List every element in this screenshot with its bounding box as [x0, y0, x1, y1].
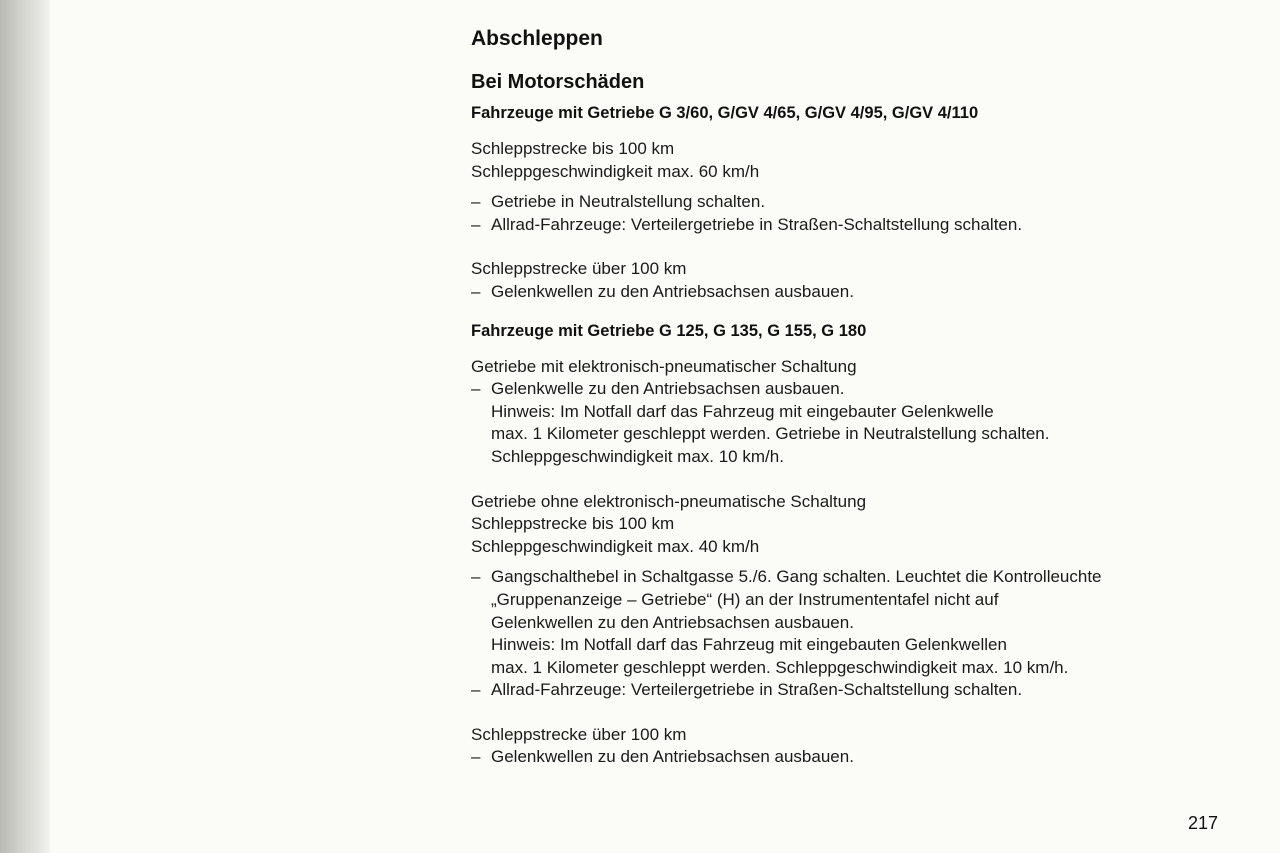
dash-marker: –: [471, 379, 481, 399]
section2-without-pneumatic: [471, 491, 1251, 559]
section2-heading: Fahrzeuge mit Getriebe G 125, G 135, G 155, G 180: [471, 321, 867, 340]
section1-steps: [471, 191, 1251, 236]
step-item: [471, 214, 1251, 237]
step-item: [471, 191, 1251, 214]
step-text: Gelenkwelle zu den Antriebsachsen ausbauen.: [491, 379, 845, 399]
page-title: Abschleppen: [471, 27, 603, 50]
dash-marker: –: [471, 747, 481, 767]
step-continuation: Gelenkwellen zu den Antriebsachsen ausbauen.: [491, 612, 854, 632]
dash-marker: –: [471, 214, 481, 234]
condition-line: Schleppstrecke bis 100 km: [471, 139, 675, 158]
page-number: 217: [1188, 813, 1219, 833]
condition-line: Schleppgeschwindigkeit max. 60 km/h: [471, 161, 760, 181]
section2-pneumatic: [471, 356, 1251, 469]
condition-line: Getriebe ohne elektronisch-pneumatische Schaltung: [471, 491, 867, 511]
dash-marker: –: [471, 680, 481, 700]
section2-over-100: [471, 724, 1251, 769]
step-text: Gelenkwellen zu den Antriebsachsen ausbauen.: [491, 747, 854, 767]
note-line: Schleppgeschwindigkeit max. 10 km/h.: [491, 446, 784, 466]
step-item: [471, 679, 1251, 702]
condition-line: Schleppstrecke über 100 km: [471, 724, 687, 744]
section2-steps: [471, 566, 1251, 702]
condition-line: Schleppstrecke bis 100 km: [471, 514, 675, 534]
step-text: Gelenkwellen zu den Antriebsachsen ausbauen.: [491, 281, 854, 301]
page-binding-shadow: [0, 0, 50, 853]
note-line: Hinweis: Im Notfall darf das Fahrzeug mit eingebauten Gelenkwellen: [491, 635, 1007, 655]
step-continuation: „Gruppenanzeige – Getriebe“ (H) an der Instrumententafel nicht auf: [491, 589, 999, 609]
section1-heading: Fahrzeuge mit Getriebe G 3/60, G/GV 4/65, G/GV 4/95, G/GV 4/110: [471, 104, 979, 122]
dash-marker: –: [471, 281, 481, 301]
condition-line: Schleppgeschwindigkeit max. 40 km/h: [471, 536, 760, 556]
step-text: Gangschalthebel in Schaltgasse 5./6. Gang schalten. Leuchtet die Kontrolleuchte: [491, 567, 1102, 587]
step-item: [471, 378, 1251, 401]
page-subtitle: Bei Motorschäden: [471, 71, 645, 93]
section1-conditions: [471, 138, 1251, 183]
note-line: Hinweis: Im Notfall darf das Fahrzeug mit eingebauter Gelenkwelle: [491, 401, 994, 421]
step-text: Allrad-Fahrzeuge: Verteilergetriebe in Straßen-Schaltstellung schalten.: [491, 214, 1023, 234]
step-text: Getriebe in Neutralstellung schalten.: [491, 192, 766, 212]
note-line: max. 1 Kilometer geschleppt werden. Getriebe in Neutralstellung schalten.: [491, 424, 1050, 444]
step-item: [471, 281, 1251, 304]
step-item: [471, 746, 1251, 769]
note-line: max. 1 Kilometer geschleppt werden. Schleppgeschwindigkeit max. 10 km/h.: [491, 657, 1069, 677]
dash-marker: –: [471, 567, 481, 587]
condition-line: Schleppstrecke über 100 km: [471, 259, 687, 279]
step-text: Allrad-Fahrzeuge: Verteilergetriebe in Straßen-Schaltstellung schalten.: [491, 680, 1023, 700]
manual-page: [471, 26, 1251, 769]
section1-over-100: [471, 258, 1251, 303]
condition-line: Getriebe mit elektronisch-pneumatischer Schaltung: [471, 356, 857, 376]
step-item: [471, 566, 1251, 589]
dash-marker: –: [471, 192, 481, 212]
